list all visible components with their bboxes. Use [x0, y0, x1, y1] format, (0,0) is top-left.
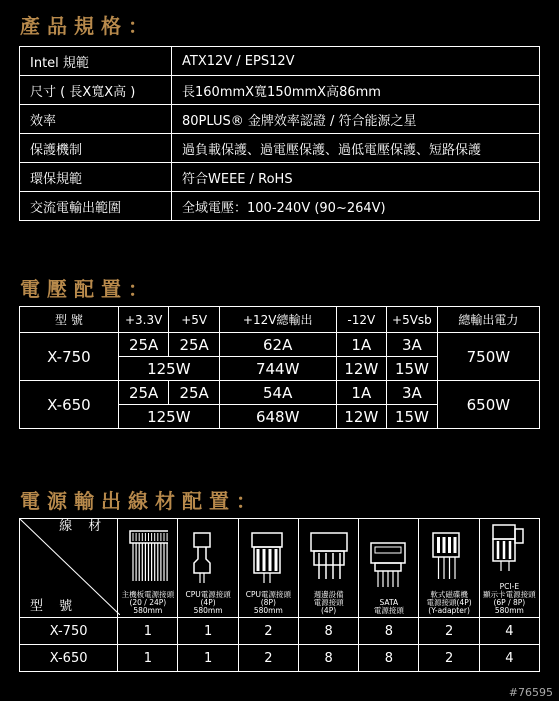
spec-label: 交流電輸出範圍	[20, 192, 172, 221]
voltage-header-cell: 型 號	[20, 307, 119, 333]
cable-header-cell	[479, 519, 539, 618]
voltage-header-cell: +3.3V	[118, 307, 169, 333]
voltage-header-row	[20, 307, 540, 333]
spec-table	[19, 46, 540, 221]
spec-row	[20, 192, 540, 221]
cable-count-cell: 4	[479, 645, 539, 672]
power-cell: 12W	[336, 357, 387, 381]
cable-desc-line: 580mm	[133, 606, 163, 615]
spec-value: 長160mmX寬150mmX高86mm	[172, 76, 540, 105]
cable-count-cell: 2	[238, 618, 298, 645]
atx-24pin-connector-icon	[128, 529, 168, 585]
spec-section-title: 產品規格：	[20, 14, 155, 38]
cable-count-cell: 1	[178, 645, 238, 672]
current-cell: 54A	[219, 381, 336, 405]
watermark: #76595	[508, 686, 553, 699]
cable-desc-line: 580mm	[494, 606, 524, 615]
cable-count-cell: 8	[298, 618, 358, 645]
voltage-header-cell: +5V	[169, 307, 219, 333]
cable-count-cell: 1	[118, 645, 178, 672]
current-cell: 1A	[336, 381, 387, 405]
cable-header-cell	[419, 519, 479, 618]
cable-desc-line: (20 / 24P)	[129, 598, 167, 607]
spec-row	[20, 163, 540, 192]
spec-label: 環保規範	[20, 163, 172, 192]
sata-connector-icon	[369, 537, 409, 593]
power-cell: 12W	[336, 405, 387, 429]
cable-header-cell	[359, 519, 419, 618]
voltage-header-cell: 總輸出電力	[437, 307, 539, 333]
cable-header-row	[20, 519, 540, 618]
voltage-header-cell: +5Vsb	[387, 307, 438, 333]
cable-desc-line: 電源接頭(4P)	[426, 598, 472, 607]
spec-label: 尺寸 ( 長X寬X高 )	[20, 76, 172, 105]
voltage-header-cell: -12V	[336, 307, 387, 333]
cable-header-cell	[118, 519, 178, 618]
cable-count-cell: 1	[118, 618, 178, 645]
cable-desc-line: (4P)	[321, 606, 337, 615]
cable-desc-line: (8P)	[260, 598, 276, 607]
current-cell: 25A	[169, 333, 219, 357]
current-cell: 3A	[387, 381, 438, 405]
cable-count-cell: 8	[298, 645, 358, 672]
spec-row	[20, 47, 540, 76]
cable-table	[19, 518, 540, 672]
cable-desc-line: CPU電源接頭	[245, 590, 291, 599]
spec-value: 全域電壓：100-240V (90~264V)	[172, 192, 540, 221]
cable-desc-line: 主機板電源接頭	[121, 590, 175, 599]
cable-header-cell	[238, 519, 298, 618]
spec-value: ATX12V / EPS12V	[172, 47, 540, 76]
current-cell: 25A	[118, 333, 169, 357]
cable-count-cell: 1	[178, 618, 238, 645]
pcie-connector-icon	[489, 521, 529, 577]
cable-count-cell: 2	[419, 645, 479, 672]
power-cell: 15W	[387, 405, 438, 429]
corner-cable-label: 線 材	[59, 519, 108, 534]
spec-value: 符合WEEE / RoHS	[172, 163, 540, 192]
cable-desc-line: 顯示卡電源接頭	[483, 590, 536, 599]
cable-count-row	[20, 618, 540, 645]
voltage-header-cell: +12V總輸出	[219, 307, 336, 333]
cable-desc-line: CPU電源接頭	[185, 590, 231, 599]
voltage-section-title: 電壓配置：	[20, 277, 155, 301]
cable-count-cell: 8	[359, 645, 419, 672]
cable-count-cell: 8	[359, 618, 419, 645]
cable-header-cell	[178, 519, 238, 618]
cable-desc-line: 電源接頭	[373, 606, 404, 615]
cable-count-row	[20, 645, 540, 672]
total-power: 650W	[437, 381, 539, 429]
cable-desc-line: 週邊設備	[313, 590, 344, 599]
cable-count-cell: 2	[419, 618, 479, 645]
cable-section-title: 電源輸出線材配置：	[20, 489, 263, 513]
spec-row	[20, 134, 540, 163]
spec-value: 80PLUS® 金牌效率認證 / 符合能源之星	[172, 105, 540, 134]
spec-label: 保護機制	[20, 134, 172, 163]
voltage-current-row	[20, 333, 540, 357]
current-cell: 3A	[387, 333, 438, 357]
total-power: 750W	[437, 333, 539, 381]
cpu-4pin-connector-icon	[188, 529, 228, 585]
cable-desc-line: 580mm	[193, 606, 223, 615]
cable-desc-line: 軟式磁碟機	[430, 590, 468, 599]
power-cell: 744W	[219, 357, 336, 381]
model-name: X-750	[20, 333, 119, 381]
spec-label: Intel 規範	[20, 47, 172, 76]
corner-model-label: 型 號	[30, 599, 79, 614]
corner-cell	[20, 519, 118, 618]
current-cell: 25A	[118, 381, 169, 405]
power-cell: 15W	[387, 357, 438, 381]
cable-desc-line: (Y-adapter)	[428, 606, 470, 615]
spec-value: 過負載保護、過電壓保護、過低電壓保護、短路保護	[172, 134, 540, 163]
voltage-table	[19, 306, 540, 429]
power-cell: 125W	[118, 357, 219, 381]
current-cell: 1A	[336, 333, 387, 357]
floppy-connector-icon	[429, 529, 469, 585]
cable-desc-line: (4P)	[200, 598, 216, 607]
power-cell: 648W	[219, 405, 336, 429]
cpu-8pin-connector-icon	[248, 529, 288, 585]
spec-row	[20, 76, 540, 105]
power-cell: 125W	[118, 405, 219, 429]
spec-row	[20, 105, 540, 134]
voltage-current-row	[20, 381, 540, 405]
cable-desc-line: PCI-E	[499, 582, 520, 591]
current-cell: 25A	[169, 381, 219, 405]
spec-label: 效率	[20, 105, 172, 134]
cable-count-cell: 4	[479, 618, 539, 645]
cable-model-name: X-750	[20, 618, 118, 645]
cable-desc-line: 580mm	[253, 606, 283, 615]
cable-count-cell: 2	[238, 645, 298, 672]
cable-model-name: X-650	[20, 645, 118, 672]
cable-header-cell	[298, 519, 358, 618]
cable-desc-line: (6P / 8P)	[493, 598, 526, 607]
current-cell: 62A	[219, 333, 336, 357]
model-name: X-650	[20, 381, 119, 429]
peripheral-4pin-connector-icon	[309, 529, 349, 585]
cable-desc-line: SATA	[379, 598, 399, 607]
cable-desc-line: 電源接頭	[313, 598, 344, 607]
